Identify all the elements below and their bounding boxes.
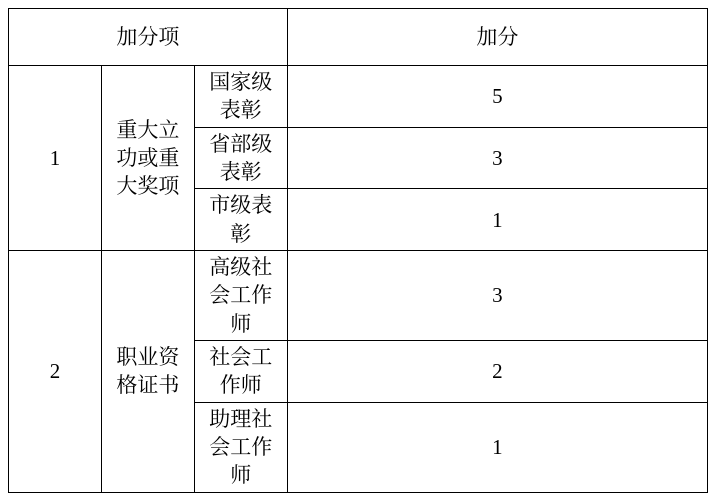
bonus-points-table: [8, 8, 708, 493]
row-item-score: 1: [287, 402, 707, 492]
table-row: [9, 66, 708, 128]
row-group-1: 重大立功或重大奖项: [101, 66, 194, 251]
row-item-label: 社会工作师: [194, 341, 287, 403]
row-group-2: 职业资格证书: [101, 251, 194, 493]
row-item-score: 3: [287, 251, 707, 341]
row-item-label: 市级表彰: [194, 189, 287, 251]
row-item-score: 2: [287, 341, 707, 403]
row-index-2: 2: [9, 251, 102, 493]
row-item-label: 国家级表彰: [194, 66, 287, 128]
row-item-label: 省部级表彰: [194, 127, 287, 189]
row-item-score: 3: [287, 127, 707, 189]
row-item-score: 5: [287, 66, 707, 128]
header-cell-score: 加分: [287, 9, 707, 66]
table-header-row: [9, 9, 708, 66]
table-row: [9, 251, 708, 341]
row-item-label: 高级社会工作师: [194, 251, 287, 341]
header-cell-item: 加分项: [9, 9, 288, 66]
row-item-label: 助理社会工作师: [194, 402, 287, 492]
row-index-1: 1: [9, 66, 102, 251]
row-item-score: 1: [287, 189, 707, 251]
